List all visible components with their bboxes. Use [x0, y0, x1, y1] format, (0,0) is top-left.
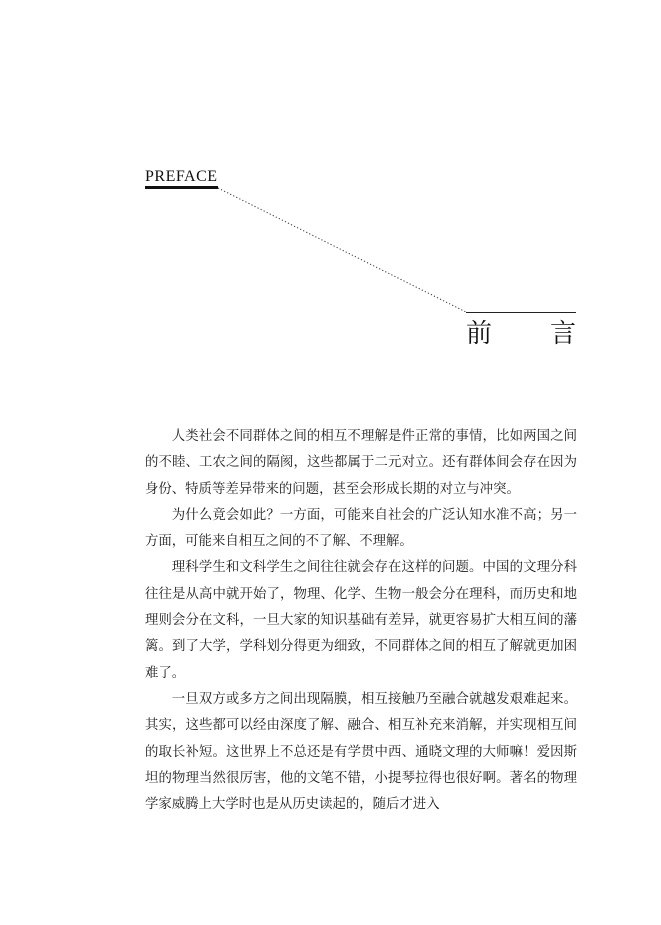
page-title-char-1: 前	[466, 319, 493, 349]
paragraph-2: 为什么竟会如此？一方面，可能来自社会的广泛认知水准不高；另一方面，可能来自相互之间的不了解、不理解。	[145, 507, 577, 550]
page-title	[466, 318, 576, 350]
page-title-char-2: 言	[549, 319, 576, 349]
title-rule	[466, 312, 576, 313]
paragraph-4: 一旦双方或多方之间出现隔膜，相互接触乃至融合就越发艰难起来。其实，这些都可以经由深度了解、融合、相互补充来消解，并实现相互间的取长补短。这世界上不总还是有学贯中西、通晓文理的大师嘛！爱因斯坦的物理当然很厉害，他的文笔不错，小提琴拉得也很好啊。著名的物理学家威腾上大学时也是从历史读起的，随后才进入	[145, 691, 577, 813]
preface-label: PREFACE	[145, 168, 218, 185]
preface-underline	[145, 186, 218, 189]
paragraph-1: 人类社会不同群体之间的相互不理解是件正常的事情，比如两国之间的不睦、工农之间的隔阂，这些都属于二元对立。还有群体间会存在因为身份、特质等差异带来的问题，甚至会形成长期的对立与冲突。	[145, 429, 577, 497]
body-text	[145, 424, 577, 818]
paragraph-3: 理科学生和文科学生之间往往就会存在这样的问题。中国的文理分科往往是从高中就开始了，物理、化学、生物一般会分在理科，而历史和地理则会分在文科，一旦大家的知识基础有差异，就更容易扩大相互间的藩篱。到了大学，学科划分得更为细致，不同群体之间的相互了解就更加困难了。	[145, 560, 577, 681]
